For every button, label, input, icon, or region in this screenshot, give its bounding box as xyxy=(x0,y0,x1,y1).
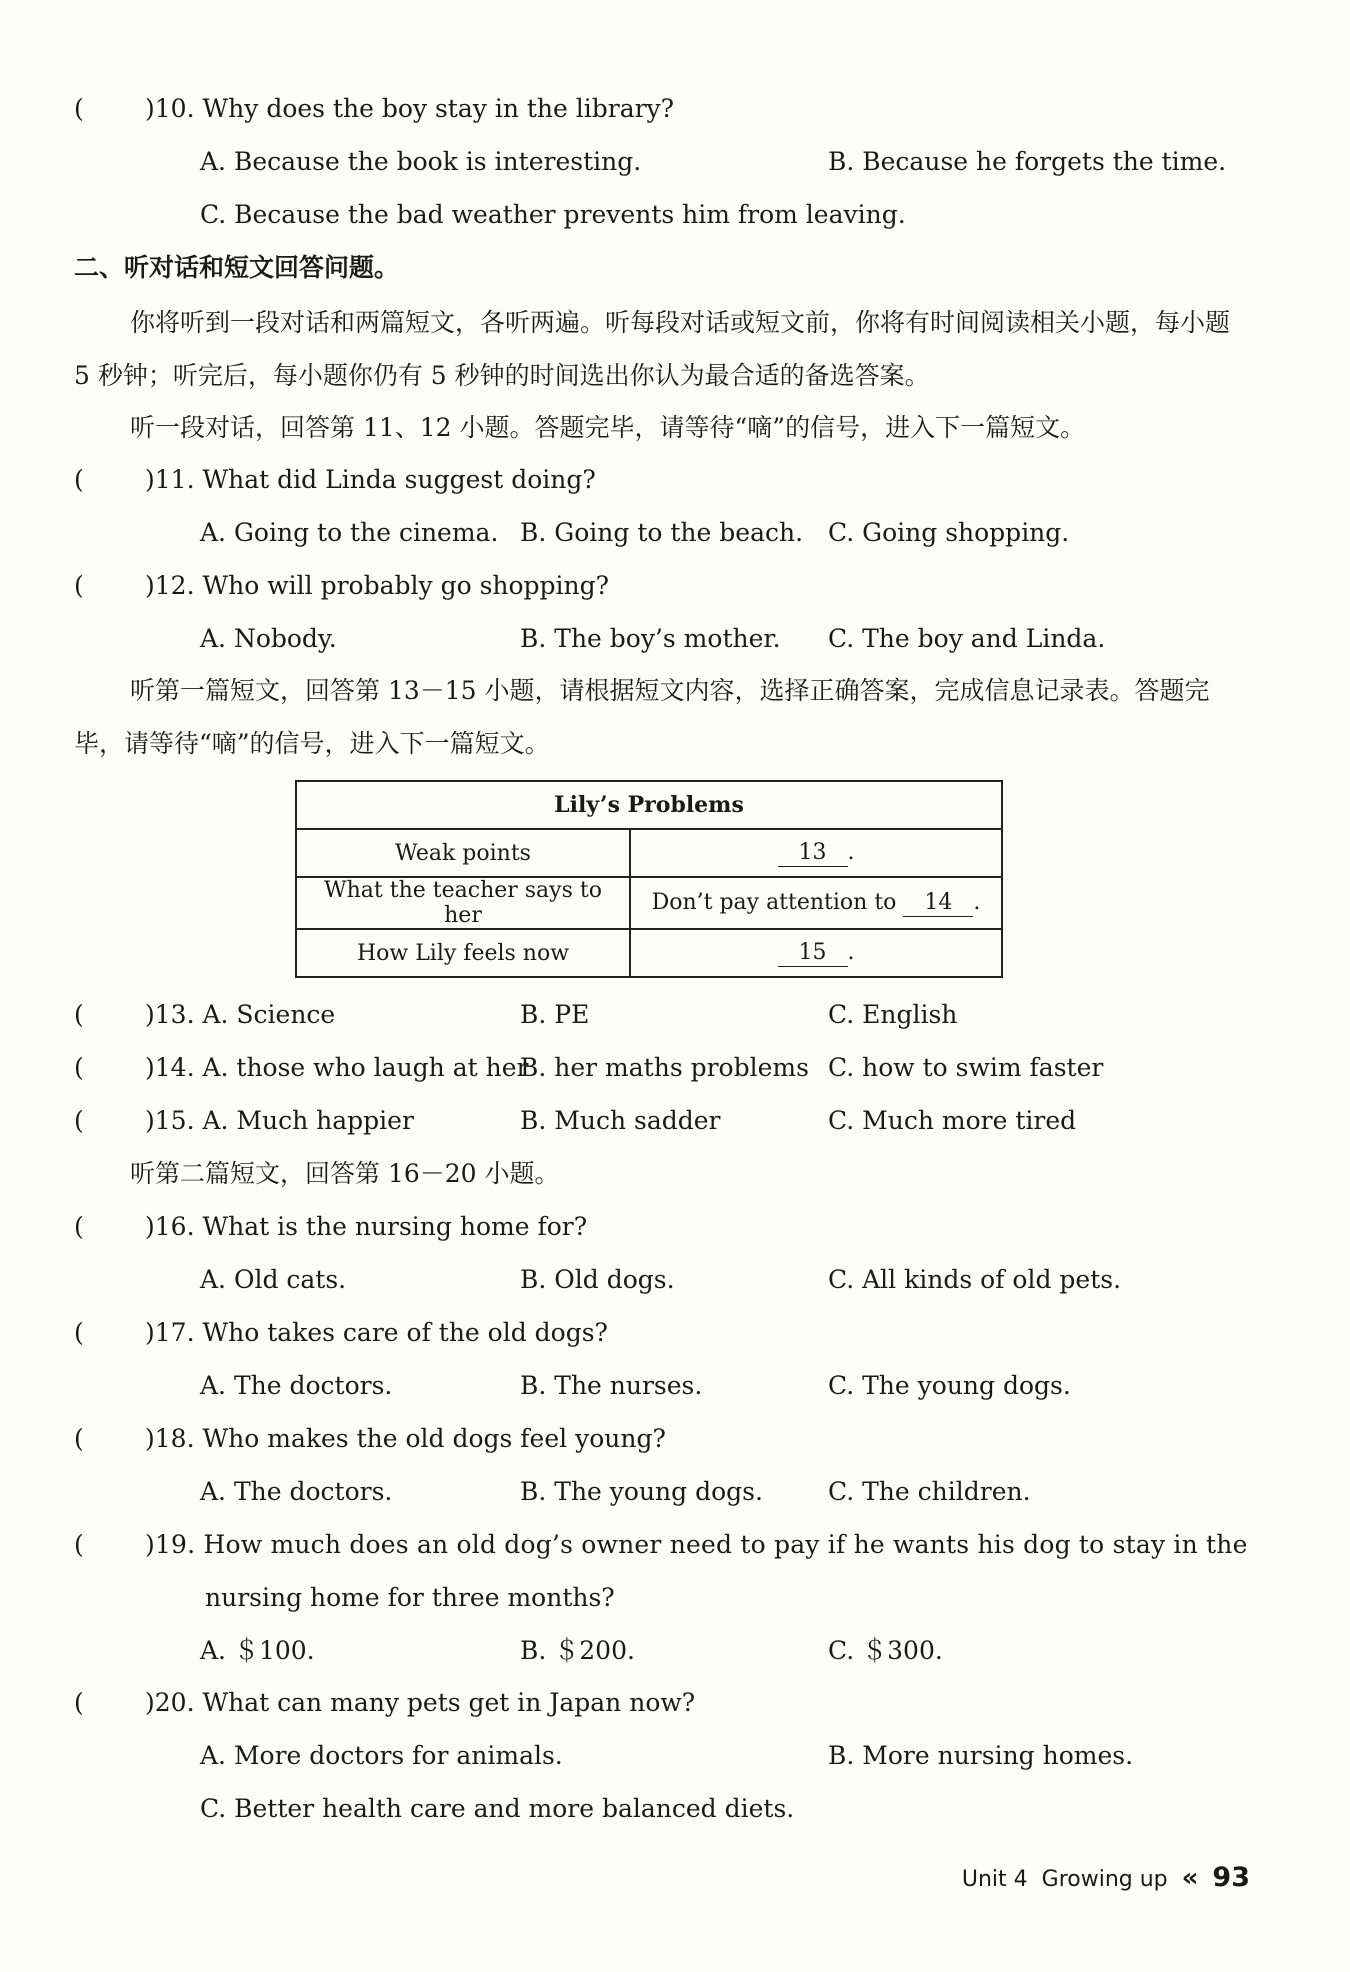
table-title: Lily’s Problems xyxy=(296,781,1002,829)
answer-paren[interactable]: ( xyxy=(74,571,84,600)
option-b: B. ＄200. xyxy=(520,1636,635,1665)
answer-paren[interactable]: ( xyxy=(74,1530,84,1559)
option-a: A. More doctors for animals. xyxy=(200,1741,563,1770)
option-a: A. The doctors. xyxy=(200,1477,393,1506)
question-text: )12. Who will probably go shopping? xyxy=(145,571,610,600)
passage1-instruction: 听第一篇短文，回答第 13－15 小题，请根据短文内容，选择正确答案，完成信息记录表。答题完毕，请等待“嘀”的信号，进入下一篇短文。 xyxy=(74,676,1210,758)
passage2-instruction: 听第二篇短文，回答第 16－20 小题。 xyxy=(130,1159,560,1188)
table-row xyxy=(296,929,1002,977)
option-c: C. The children. xyxy=(828,1477,1031,1506)
answer-paren[interactable]: ( xyxy=(74,1688,84,1717)
option-c: C. Better health care and more balanced diets. xyxy=(200,1794,795,1823)
option-c: C. how to swim faster xyxy=(828,1053,1104,1082)
option-c: C. Much more tired xyxy=(828,1106,1077,1135)
double-chevron-left-icon: « xyxy=(1181,1863,1199,1893)
question-text: )14. A. those who laugh at her xyxy=(145,1053,529,1082)
option-a: A. Old cats. xyxy=(200,1265,347,1294)
option-b: B. More nursing homes. xyxy=(828,1741,1134,1770)
answer-paren[interactable]: ( xyxy=(74,1424,84,1453)
answer-paren[interactable]: ( xyxy=(74,94,84,123)
blank-13[interactable]: 13 xyxy=(778,840,848,867)
row-value: 15 . xyxy=(630,929,1002,977)
row-label: What the teacher says to her xyxy=(296,877,630,929)
option-c: C. ＄300. xyxy=(828,1636,943,1665)
unit-title: Growing up xyxy=(1041,1867,1168,1892)
blank-15[interactable]: 15 xyxy=(778,940,848,967)
question-text: )15. A. Much happier xyxy=(145,1106,414,1135)
option-b: B. Going to the beach. xyxy=(520,518,804,547)
option-b: B. The young dogs. xyxy=(520,1477,763,1506)
option-b: B. Old dogs. xyxy=(520,1265,675,1294)
option-a: A. Going to the cinema. xyxy=(200,518,499,547)
option-c: C. The boy and Linda. xyxy=(828,624,1106,653)
page-number: 93 xyxy=(1212,1862,1250,1893)
row-value: 13 . xyxy=(630,829,1002,877)
option-b: B. The boy’s mother. xyxy=(520,624,781,653)
answer-paren[interactable]: ( xyxy=(74,1000,84,1029)
option-c: C. Because the bad weather prevents him from leaving. xyxy=(200,200,906,229)
answer-paren[interactable]: ( xyxy=(74,1106,84,1135)
option-b: B. PE xyxy=(520,1000,590,1029)
dialogue-instruction: 听一段对话，回答第 11、12 小题。答题完毕，请等待“嘀”的信号，进入下一篇短文。 xyxy=(130,413,1086,442)
answer-paren[interactable]: ( xyxy=(74,1318,84,1347)
answer-paren[interactable]: ( xyxy=(74,1212,84,1241)
question-text: )11. What did Linda suggest doing? xyxy=(145,465,596,494)
question-text: )10. Why does the boy stay in the library? xyxy=(145,94,675,123)
option-a: A. Nobody. xyxy=(200,624,337,653)
question-text: )17. Who takes care of the old dogs? xyxy=(145,1318,608,1347)
row-label: Weak points xyxy=(296,829,630,877)
section-title: 二、听对话和短文回答问题。 xyxy=(74,253,400,282)
question-text: )19. How much does an old dog’s owner need to pay if he wants his dog to stay in the xyxy=(145,1530,1248,1559)
question-text-cont: nursing home for three months? xyxy=(205,1583,615,1612)
option-a: A. Because the book is interesting. xyxy=(200,147,642,176)
question-text: )16. What is the nursing home for? xyxy=(145,1212,588,1241)
option-c: C. Going shopping. xyxy=(828,518,1070,547)
question-text: )13. A. Science xyxy=(145,1000,336,1029)
option-c: C. The young dogs. xyxy=(828,1371,1071,1400)
row-value: Don’t pay attention to 14 . xyxy=(630,877,1002,929)
blank-14[interactable]: 14 xyxy=(903,890,973,917)
row-label: How Lily feels now xyxy=(296,929,630,977)
unit-label: Unit 4 xyxy=(961,1867,1028,1892)
option-a: A. The doctors. xyxy=(200,1371,393,1400)
option-b: B. The nurses. xyxy=(520,1371,703,1400)
option-b: B. Much sadder xyxy=(520,1106,721,1135)
answer-paren[interactable]: ( xyxy=(74,1053,84,1082)
answer-paren[interactable]: ( xyxy=(74,465,84,494)
option-b: B. her maths problems xyxy=(520,1053,809,1082)
question-text: )18. Who makes the old dogs feel young? xyxy=(145,1424,666,1453)
option-c: C. All kinds of old pets. xyxy=(828,1265,1122,1294)
lily-problems-table xyxy=(295,780,1003,978)
table-row xyxy=(296,877,1002,929)
option-a: A. ＄100. xyxy=(200,1636,315,1665)
option-b: B. Because he forgets the time. xyxy=(828,147,1227,176)
section-intro: 你将听到一段对话和两篇短文，各听两遍。听每段对话或短文前，你将有时间阅读相关小题，每小题 5 秒钟；听完后，每小题你仍有 5 秒钟的时间选出你认为最合适的备选答案。 xyxy=(74,308,1231,390)
table-row xyxy=(296,829,1002,877)
option-c: C. English xyxy=(828,1000,958,1029)
page-footer xyxy=(962,1862,1250,1893)
question-text: )20. What can many pets get in Japan now? xyxy=(145,1688,696,1717)
